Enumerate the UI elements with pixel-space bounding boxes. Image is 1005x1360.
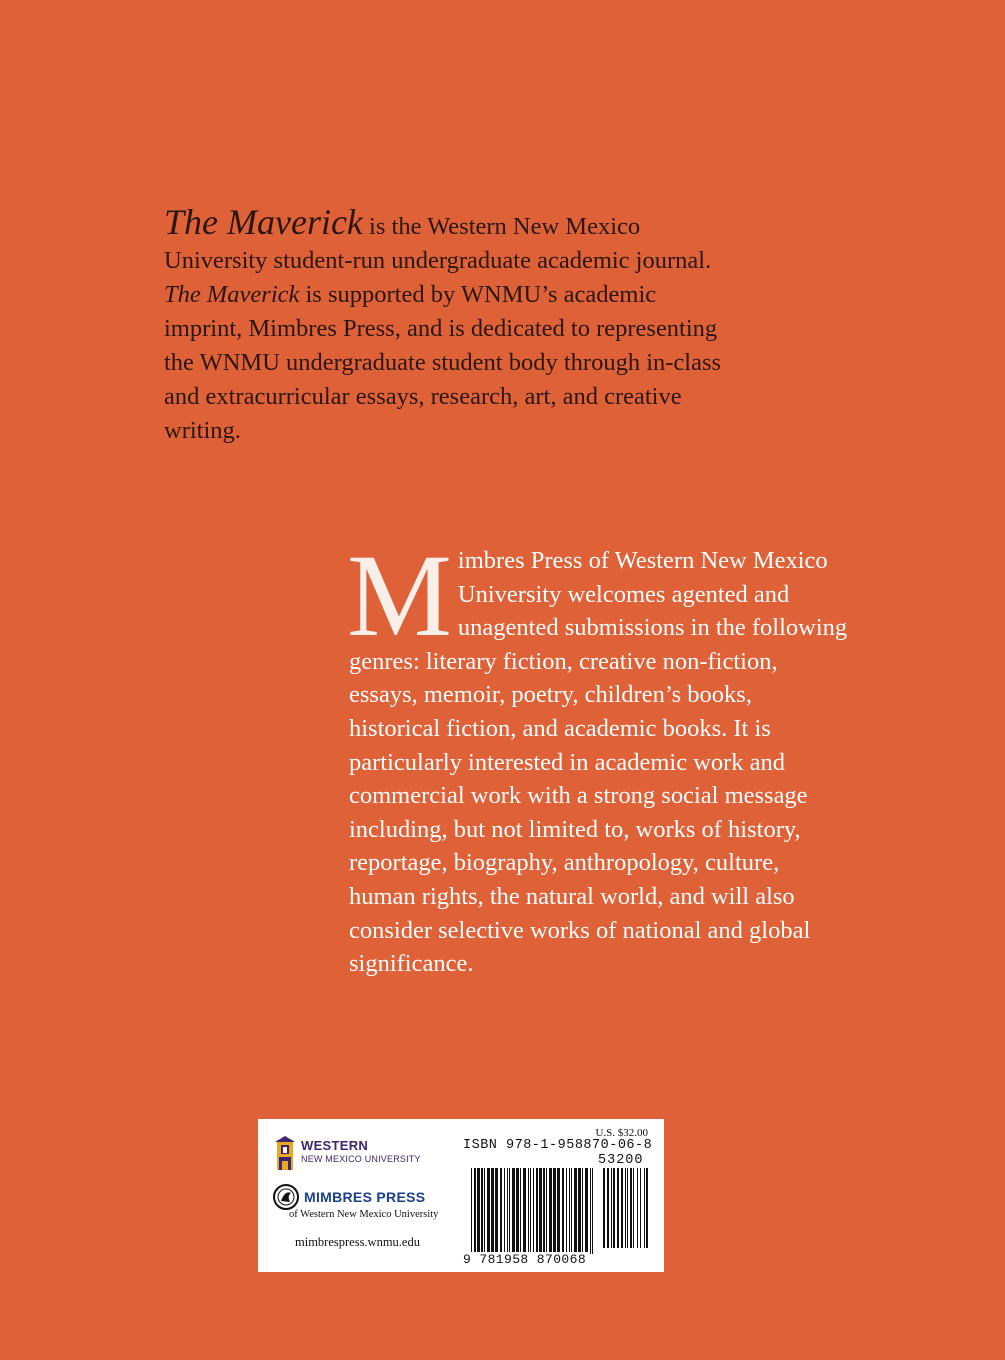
press-subtitle: of Western New Mexico University [289,1209,439,1220]
barcode-bar [566,1168,567,1254]
press-description-text: imbres Press of Western New Mexico University welcomes agented and unagented submissions in the following genres: literary fiction, creative non-fiction, essays, memoir, poetry, children’s books, historical fiction, and academic books. It is particularly interested in academic work and commercial work with a strong social message including, but not limited to, works of history, reportage, biography, anthropology, culture, human rights, the natural world, and will also consider selective works of national and global significance. [349,547,848,978]
journal-title: The Maverick [164,202,363,242]
barcode-bar [516,1168,519,1254]
barcode-bar [562,1168,564,1254]
barcode-bar [509,1168,510,1254]
journal-description-text-1: is the Western New Mexico University student-run undergraduate academic journal. [164,213,712,274]
barcode-bar [523,1168,526,1254]
barcode-bar [543,1168,545,1254]
barcode-bar [481,1168,483,1254]
journal-title-inline: The Maverick [164,281,300,308]
press-website: mimbrespress.wnmu.edu [295,1235,420,1249]
barcode-bar [578,1168,581,1254]
barcode-bar [590,1168,591,1254]
barcode-bar [582,1168,583,1254]
addon-bar [617,1168,619,1248]
barcode-bar [487,1168,490,1254]
university-subtitle: NEW MEXICO UNIVERSITY [301,1154,421,1164]
press-name: MIMBRES PRESS [304,1189,426,1205]
barcode-bar [474,1168,476,1254]
barcode-bar [539,1168,542,1254]
addon-bar [603,1168,605,1248]
barcode-bar [484,1168,485,1254]
barcode-bar [500,1168,502,1254]
addon-bar [627,1168,628,1248]
isbn-number: ISBN 978-1-958870-06-8 [463,1138,653,1153]
barcode-bar [471,1168,472,1254]
press-description [347,530,849,981]
price-label: U.S. $32.00 [595,1127,648,1139]
barcode-bar [553,1168,556,1254]
barcode-bar [536,1168,538,1254]
barcode-bar [477,1168,480,1254]
barcode-bar [504,1168,505,1254]
ean-number: 9 781958 870068 [463,1252,587,1267]
barcode-bar [546,1168,547,1254]
addon-bar [644,1168,645,1248]
barcode-bar [491,1168,494,1254]
barcode-bar [512,1168,515,1254]
university-name: WESTERN [301,1138,369,1153]
addon-bar [630,1168,632,1248]
drop-cap: M [347,530,452,661]
barcode-bar [574,1168,577,1254]
barcode-bar [495,1168,498,1254]
barcode-bar [592,1168,593,1254]
mimbres-bowl-icon [273,1184,299,1210]
price-addon-code: 53200 [598,1153,644,1168]
barcode-bar [520,1168,521,1254]
barcode-bar [507,1168,508,1254]
addon-bar [613,1168,615,1248]
barcode-bar [533,1168,534,1254]
barcode-panel [258,1119,664,1272]
bell-tower-icon [274,1136,296,1170]
addon-bar [640,1168,641,1248]
barcode-bar [569,1168,570,1254]
addon-bar [637,1168,638,1248]
barcode-bar [528,1168,529,1254]
barcode-bar [557,1168,560,1254]
isbn-barcode [471,1168,651,1262]
addon-bar [625,1168,626,1248]
journal-description [164,202,724,448]
barcode-bar [571,1168,572,1254]
barcode-bar [530,1168,531,1254]
addon-bar [607,1168,609,1248]
addon-bar [646,1168,648,1248]
barcode-bar [549,1168,552,1254]
addon-bar [611,1168,612,1248]
addon-bar [621,1168,623,1248]
journal-description-text-2: is supported by WNMU’s academic imprint, Mimbres Press, and is dedicated to representing the WNMU undergraduate student body through in-class and extracurricular essays, research, art, and creative writing. [164,281,722,444]
addon-bar [633,1168,634,1248]
barcode-bar [585,1168,588,1254]
